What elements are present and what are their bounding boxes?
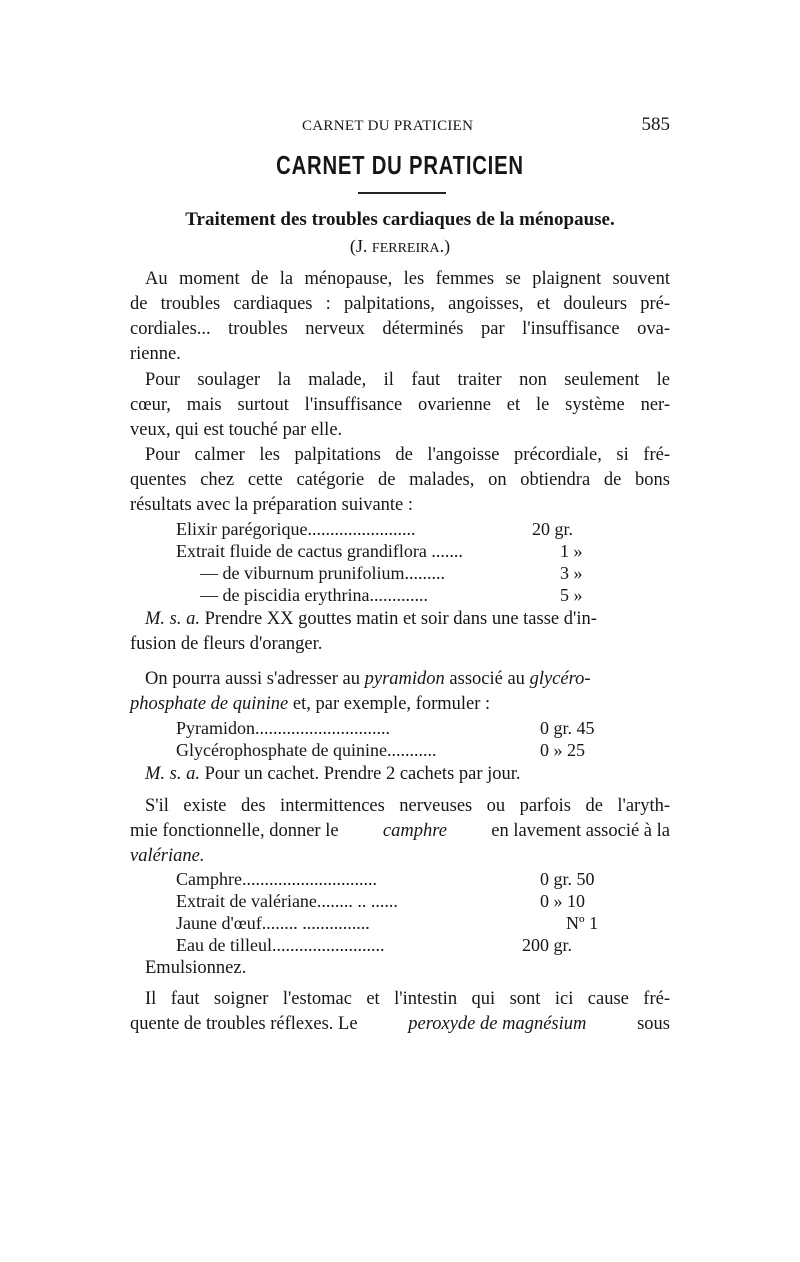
- rx3-item-name: Jaune d'œuf........ ...............: [176, 913, 370, 933]
- title-rule: [358, 192, 446, 194]
- p6-text-c: sous: [637, 1014, 670, 1034]
- rx2-ms: M. s. a.: [145, 764, 200, 784]
- rx3-instruction: Emulsionnez.: [145, 958, 247, 978]
- rx2-item-name: Pyramidon..............................: [176, 718, 390, 738]
- p6-text-a: quente de troubles réflexes. Le: [130, 1014, 358, 1034]
- rx3-item-amount: Nº 1: [566, 913, 599, 933]
- rx3-item-amount: 200 gr.: [522, 935, 573, 955]
- p5-line-3: [130, 845, 670, 867]
- rx2-instruction: [145, 763, 670, 785]
- article-title: Traitement des troubles cardiaques de la ménopause.: [185, 209, 615, 230]
- p6-line-2: [130, 1013, 670, 1035]
- rx2-rest: Pour un cachet. Prendre 2 cachets par jour.: [200, 764, 521, 784]
- p5-text-a: mie fonctionnelle, donner le: [130, 821, 339, 841]
- author-open: (J.: [349, 236, 372, 256]
- running-head: [130, 114, 670, 142]
- rx1-instruction: [145, 608, 670, 630]
- section-title: CARNET DU PRATICIEN: [276, 150, 524, 180]
- p3-line-3: résultats avec la préparation suivante :: [130, 495, 414, 515]
- p5-text-c: en lavement associé à la: [491, 821, 670, 841]
- rx3-item-amount: 0 » 10: [540, 891, 585, 911]
- rx1-instruction-line-2: fusion de fleurs d'oranger.: [130, 634, 323, 654]
- p6-peroxyde: peroxyde de magnésium: [408, 1014, 587, 1034]
- rx1-item-name: — de piscidia erythrina.............: [200, 585, 428, 605]
- rx1-item-amount: 20 gr.: [532, 519, 574, 539]
- rx2-item-amount: 0 » 25: [540, 740, 585, 760]
- rx2-item-name: Glycérophosphate de quinine...........: [176, 740, 437, 760]
- rx1-item-name: Extrait fluide de cactus grandiflora .......: [176, 541, 463, 561]
- p4-pyramidon: pyramidon: [364, 669, 445, 689]
- p5-line-2: [130, 820, 670, 842]
- rx3-item-name: Extrait de valériane........ .. ......: [176, 891, 398, 911]
- p4-text-a: On pourra aussi s'adresser au: [145, 669, 365, 689]
- p1-line-3: cordiales... troubles nerveux déterminés par l'insuffisance ova-: [130, 319, 670, 339]
- page-number: 585: [641, 114, 670, 135]
- rx3-item-name: Eau de tilleul.........................: [176, 935, 385, 955]
- p1-line-2: de troubles cardiaques : palpitations, angoisses, et douleurs pré-: [130, 294, 670, 314]
- p3-line-1: Pour calmer les palpitations de l'angoisse précordiale, si fré-: [145, 445, 670, 465]
- p4-line-2: [130, 693, 670, 715]
- p4-glycero: glycéro-: [529, 669, 591, 689]
- rx1-item-name: — de viburnum prunifolium.........: [200, 563, 445, 583]
- rx1-item-amount: 1 »: [560, 541, 583, 561]
- running-head-title: CARNET DU PRATICIEN: [302, 118, 474, 134]
- p5-line-1: S'il existe des intermittences nerveuses ou parfois de l'aryth-: [145, 796, 670, 816]
- p5-camphre: camphre: [382, 821, 447, 841]
- rx1-rest: Prendre XX gouttes matin et soir dans une tasse d'in-: [200, 609, 597, 629]
- rx3-item-amount: 0 gr. 50: [540, 869, 595, 889]
- p1-line-4: rienne.: [130, 344, 181, 364]
- author-close: .): [439, 236, 451, 256]
- rx1-item-amount: 3 »: [560, 563, 583, 583]
- article-author: [0, 236, 800, 257]
- rx2-item-amount: 0 gr. 45: [540, 718, 595, 738]
- rx3-item-name: Camphre..............................: [176, 869, 377, 889]
- rx1-item-name: Elixir parégorique........................: [176, 519, 416, 539]
- p5-valeriane: valériane.: [130, 846, 205, 866]
- p4-line-1: [145, 668, 670, 690]
- p2-line-1: Pour soulager la malade, il faut traiter non seulement le: [145, 370, 670, 390]
- p1-line-1: Au moment de la ménopause, les femmes se plaignent souvent: [145, 269, 670, 289]
- p4-phosphate: phosphate de quinine: [130, 694, 289, 714]
- rx1-item-amount: 5 »: [560, 585, 583, 605]
- p4-text-f: et, par exemple, formuler :: [288, 694, 491, 714]
- rx1-ms: M. s. a.: [145, 609, 200, 629]
- p2-line-3: veux, qui est touché par elle.: [130, 420, 343, 440]
- p3-line-2: quentes chez cette catégorie de malades, on obtiendra de bons: [130, 470, 670, 490]
- p4-text-c: associé au: [444, 669, 530, 689]
- author-name: FERREIRA: [371, 241, 440, 256]
- p6-line-1: Il faut soigner l'estomac et l'intestin qui sont ici cause fré-: [145, 989, 670, 1009]
- p2-line-2: cœur, mais surtout l'insuffisance ovarienne et le système ner-: [130, 395, 670, 415]
